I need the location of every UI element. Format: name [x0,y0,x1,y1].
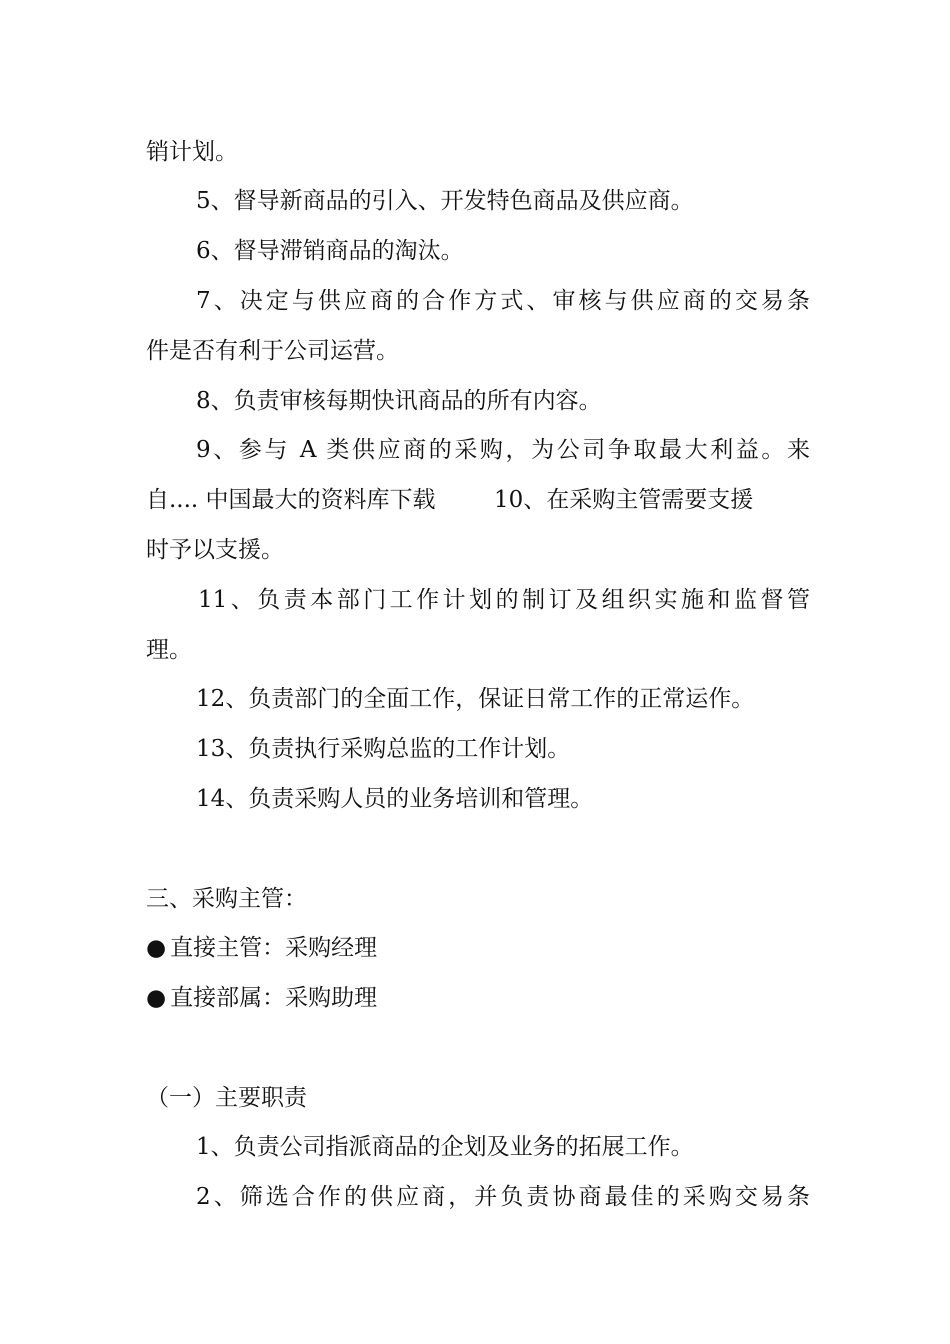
text-line: 自.... 中国最大的资料库下载 10、在采购主管需要支援 [146,487,754,513]
text-line: 5、督导新商品的引入、开发特色商品及供应商。 [196,188,694,214]
duty-item: 1、负责公司指派商品的企划及业务的拓展工作。 [196,1134,694,1160]
text-line: 销计划。 [146,139,238,165]
text-line: 14、负责采购人员的业务培训和管理。 [196,786,594,812]
text-line: 12、负责部门的全面工作，保证日常工作的正常运作。 [196,686,755,712]
duty-item: 2、筛选合作的供应商，并负责协商最佳的采购交易条 [196,1184,810,1210]
text-line: 11、负责本部门工作计划的制订及组织实施和监督管 [198,587,810,613]
text-line: 8、负责审核每期快讯商品的所有内容。 [196,388,602,414]
bullet-item [146,983,810,1013]
text-line: 理。 [146,637,192,663]
bullet-icon: ● [146,985,167,1011]
bullet-icon: ● [146,935,167,961]
text-line: 件是否有利于公司运营。 [146,338,399,364]
text-line: 6、督导滞销商品的淘汰。 [196,238,464,264]
text-line: 9、参与 A 类供应商的采购，为公司争取最大利益。来 [196,437,810,463]
bullet-item [146,933,810,963]
bullet-text: 直接部属：采购助理 [170,985,378,1011]
text-line: 7、决定与供应商的合作方式、审核与供应商的交易条 [196,288,810,314]
bullet-text: 直接主管：采购经理 [170,935,378,961]
section-title: 三、采购主管： [146,886,307,912]
subsection-title: （一）主要职责 [146,1085,307,1111]
text-line: 时予以支援。 [146,537,284,563]
text-line: 13、负责执行采购总监的工作计划。 [196,736,571,762]
